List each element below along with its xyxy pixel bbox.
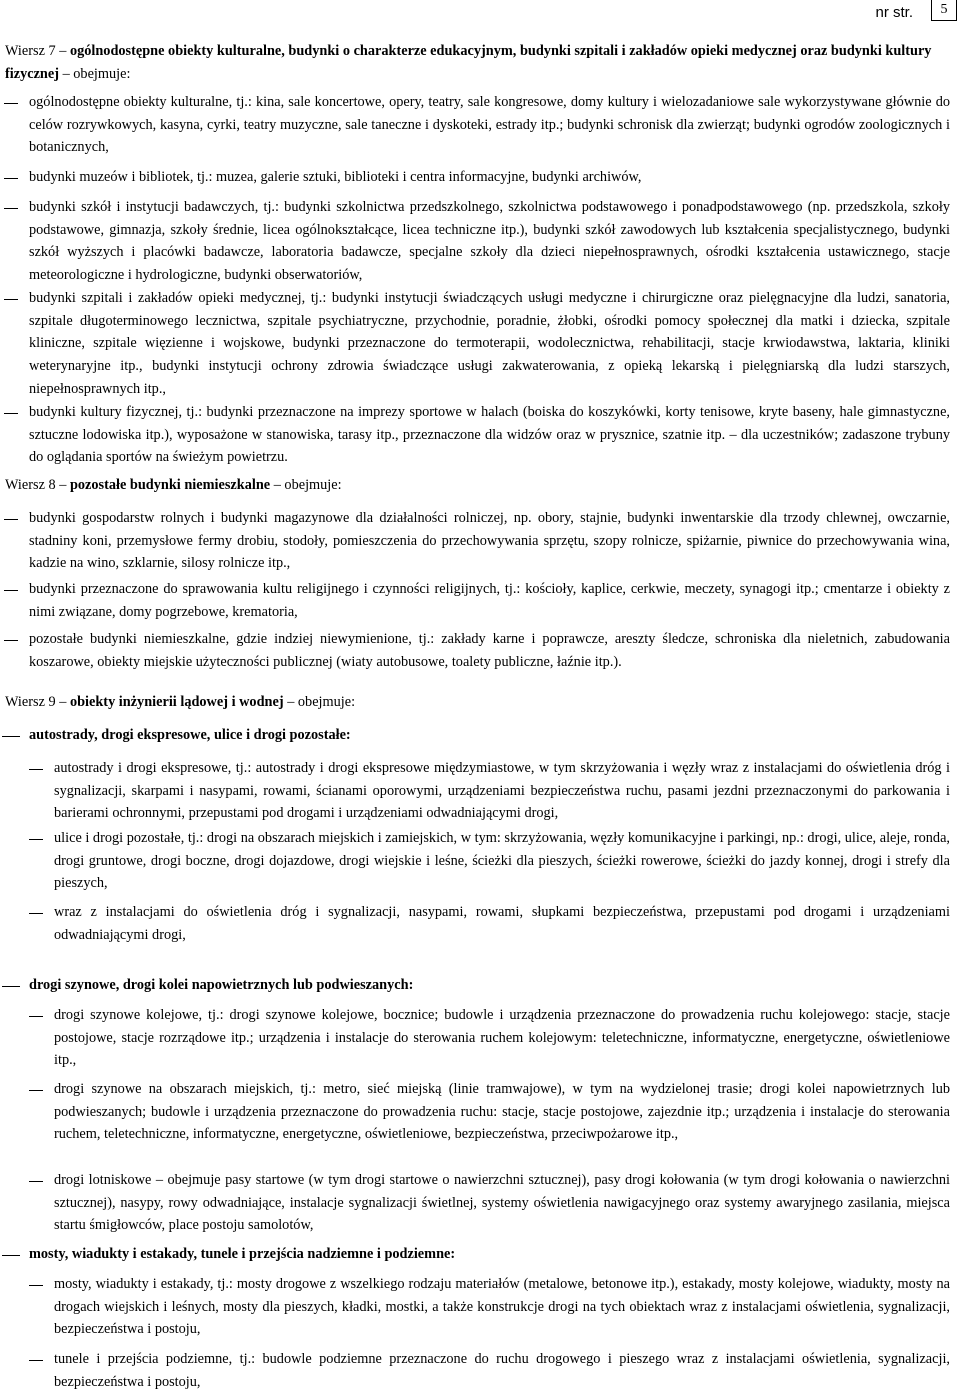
list-item: ogólnodostępne obiekty kulturalne, tj.: kina, sale koncertowe, opery, teatry, sale kongresowe, domy kultury i wielozadaniowe sale wykorzystywane głównie do celów rozrywkowych, kasyna, cyrki, teatry muzyczne, sale taneczne i dyskoteki, estrady itp.; budynki schronisk dla zwierząt; budynki ogrodów zoologicznych i botanicznych, [29,94,950,156]
list-dash [29,769,43,770]
w8-title-bold: pozostałe budynki niemieszkalne [69,477,271,493]
w8-title-prefix: Wiersz 8 – [5,477,67,493]
list-dash [29,839,43,840]
section-dash [2,736,20,737]
w9-heading [5,691,950,714]
list-item: mosty, wiadukty i estakady, tj.: mosty drogowe z wszelkiego rodzaju materiałów (metalowe, betonowe itp.), estakady, mosty kolejowe, wiadukty, mosty na drogach wiejskich i leśnych, mosty dla pieszych, kładki, mostki, a także konstrukcje drogi na tych obiektach wraz z instalacjami oświetlenia, sygnalizacji, bezpieczeństwa i postoju, [54,1276,950,1338]
w7-heading [5,40,950,85]
list-item: ulice i drogi pozostałe, tj.: drogi na obszarach miejskich i zamiejskich, w tym: skrzyżowania, węzły komunikacyjne i parkingi, np.: drogi, ulice, aleje, ronda, drogi gruntowe, drogi boczne, drogi dojazdowe, drogi wiejskie i leśne, ścieżki dla pieszych, ścieżki rowerowe, ścieżki do jazdy konnej, drogi i strefy dla pieszych, [54,830,950,892]
page-header [0,0,960,24]
list-item: autostrady i drogi ekspresowe, tj.: autostrady i drogi ekspresowe międzymiastowe, w tym skrzyżowania i węzły wraz z instalacjami do oświetlenia dróg i sygnalizacji, skarpami i nasypami, rowami, ścianami oporowymi, urządzeniami bezpieczeństwa ruchu, pasami jezdni przeznaczonymi do parkowania i barierami ochronnymi, przepustami pod drogami i urządzeniami odwadniającymi drogi, [54,760,950,822]
page-number-box: 5 [931,0,957,21]
list-item: budynki szpitali i zakładów opieki medycznej, tj.: budynki instytucji świadczących usługi medyczne i chirurgiczne oraz pielęgnacyjne dla ludzi, sanatoria, szpitale długoterminowego lecznictwa, szpitale psychiatryczne, przychodnie, poradnie, żłobki, ośrodki pomocy społecznej dla matki i dziecka, szpitale kliniczne, szpitale więzienne i wojskowe, budynki przeznaczone do termoterapii, wodolecznictwa, rehabilitacji, stacje krwiodawstwa, laktaria, kliniki weterynaryjne itp., budynki instytucji ochrony zdrowia świadczące usługi zakwaterowania, z opieką lekarską i pielęgniarską dla ludzi starszych, niepełnosprawnych itp., [29,290,950,397]
list-dash [4,590,18,591]
list-dash [29,913,43,914]
list-dash [29,1181,43,1182]
w9-title-suffix: – obejmuje: [287,694,356,710]
list-item: budynki przeznaczone do sprawowania kultu religijnego i czynności religijnych, tj.: kościoły, kaplice, cerkwie, meczety, synagogi itp.; cmentarze i obiekty z nimi związane, domy pogrzebowe, krematoria, [29,581,950,620]
list-dash [29,1016,43,1017]
list-item: drogi szynowe kolejowe, tj.: drogi szynowe kolejowe, bocznice; budowle i urządzenia przeznaczone do prowadzenia ruchu kolejowego: stacje, stacje postojowe, stacje rozrządowe itp.; urządzenia i instalacje do sterowania ruchem kolejowym: teletechniczne, informatyczne, energetyczne, oświetleniowe itp., [54,1007,950,1069]
section-heading: mosty, wiadukty i estakady, tunele i przejścia nadziemne i podziemne: [29,1246,456,1262]
list-dash [29,1285,43,1286]
list-dash [4,413,18,414]
list-item: drogi szynowe na obszarach miejskich, tj.: metro, sieć miejską (linie tramwajowe), w tym na wydzielonej trasie; drogi kolei napowietrznych lub podwieszanych; budowle i urządzenia przeznaczone do prowadzenia ruchu: stacje, stacje postojowe, zajezdnie itp.; urządzenia i instalacje do sterowania ruchem, teletechniczne, informatyczne, energetyczne, oświetleniowe, bezpieczeństwa, przeciwpożarowe itp., [54,1081,950,1143]
w8-heading [5,474,950,497]
list-item: budynki kultury fizycznej, tj.: budynki przeznaczone na imprezy sportowe w halach (boiska do koszykówki, korty tenisowe, kryte baseny, hale gimnastyczne, sztuczne lodowiska itp.), wyposażone w stanowiska, tarasy itp., przeznaczone dla widzów oraz w prysznice, szatnie itp. – dla uczestników; zadaszone trybuny do oglądania sportów na świeżym powietrzu. [29,404,950,466]
list-dash [4,208,18,209]
page-number-label: nr str. [875,4,913,21]
list-dash [4,519,18,520]
list-dash [4,640,18,641]
list-item: tunele i przejścia podziemne, tj.: budowle podziemne przeznaczone do ruchu drogowego i pieszego wraz z instalacjami oświetlenia, sygnalizacji, bezpieczeństwa i postoju, [54,1351,950,1390]
list-dash [29,1360,43,1361]
w8-title-suffix: – obejmuje: [273,477,342,493]
list-dash [4,299,18,300]
w9-title-prefix: Wiersz 9 – [5,694,67,710]
w7-title-prefix: Wiersz 7 – [5,43,67,59]
w7-title-suffix: – obejmuje: [62,65,131,82]
section-dash [2,986,20,987]
list-item: pozostałe budynki niemieszkalne, gdzie indziej niewymienione, tj.: zakłady karne i poprawcze, areszty śledcze, schroniska dla nieletnich, zabudowania koszarowe, obiekty miejskie użyteczności publicznej (wiaty autobusowe, toalety publiczne, łaźnie itp.). [29,631,950,670]
list-item: budynki gospodarstw rolnych i budynki magazynowe dla działalności rolniczej, np. obory, stajnie, budynki inwentarskie dla trzody chlewnej, owczarnie, stadniny koni, przemysłowe fermy drobiu, stodoły, pomieszczenia do przechowywania sprzętu, szopy rolnicze, spiżarnie, piwnice do przechowywania wina, kadzie na wino, szklarnie, silosy rolnicze itp., [29,510,950,572]
w9-title-bold: obiekty inżynierii lądowej i wodnej [69,694,284,710]
section-dash [2,1255,20,1256]
section-heading: autostrady, drogi ekspresowe, ulice i drogi pozostałe: [29,727,351,743]
list-dash [4,178,18,179]
list-item: budynki szkół i instytucji badawczych, tj.: budynki szkolnictwa przedszkolnego, szkolnictwa podstawowego i ponadpodstawowego (np. przedszkola, szkoły podstawowe, gimnazja, szkoły średnie, licea ogólnokształcące, licea techniczne itp.), budynki szkół zawodowych lub kształcenia specjalistycznego, budynki szkół wyższych i placówki badawcze, laboratoria badawcze, specjalne szkoły dla dzieci niepełnosprawnych, ośrodki kształcenia ustawicznego, stacje meteorologiczne i hydrologiczne, budynki obserwatoriów, [29,199,950,284]
list-item: wraz z instalacjami do oświetlenia dróg i sygnalizacji, nasypami, rowami, słupkami bezpieczeństwa, przepustami pod drogami i urządzeniami odwadniającymi drogi, [54,904,950,943]
w7-title-bold: ogólnodostępne obiekty kulturalne, budynki o charakterze edukacyjnym, budynki szpitali i zakładów opieki medycznej oraz budynki kultury fizycznej [5,43,932,82]
section-heading: drogi szynowe, drogi kolei napowietrznych lub podwieszanych: [29,977,414,993]
list-dash [4,103,18,104]
list-item: drogi lotniskowe – obejmuje pasy startowe (w tym drogi startowe o nawierzchni sztucznej), pasy drogi kołowania (w tym drogi kołowania o nawierzchni sztucznej), nasypy, rowy odwadniające, instalacje sygnalizacji świetlnej, systemy oświetlenia nawigacyjnego oraz systemy awaryjnego zasilania, miejsca startu śmigłowców, place postoju samolotów, [54,1172,950,1234]
list-dash [29,1090,43,1091]
list-item: budynki muzeów i bibliotek, tj.: muzea, galerie sztuki, biblioteki i centra informacyjne, budynki archiwów, [29,169,642,185]
